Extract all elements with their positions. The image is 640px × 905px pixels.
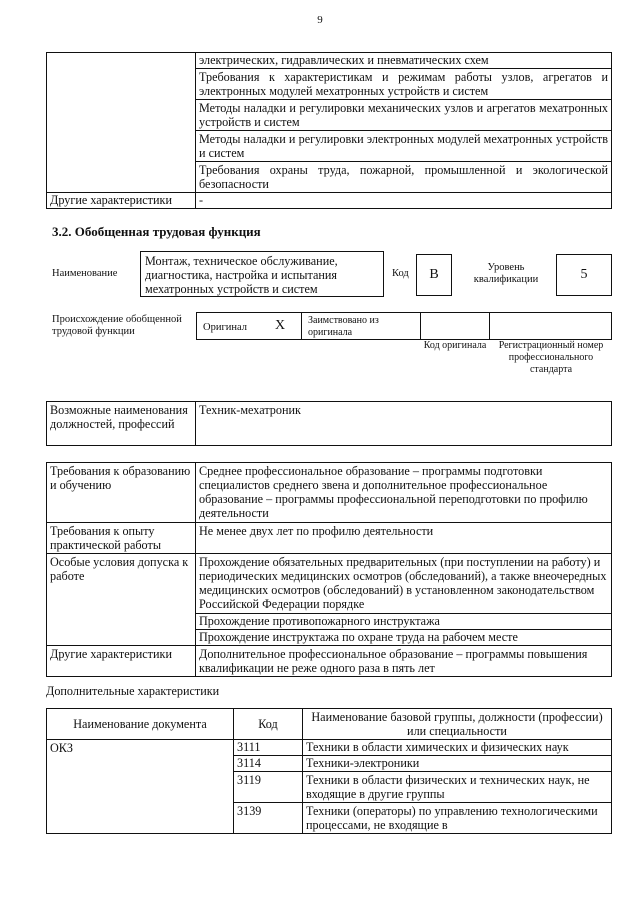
level-label: Уровень квалификации [473,262,539,285]
original-box [196,312,302,340]
header-name: Наименование базовой группы, должности (профессии) или специальности [303,709,612,740]
positions-value: Техник-мехатроник [196,402,612,446]
empty-label-cell [47,53,196,193]
original-mark: X [275,318,286,333]
special-conditions-value: Прохождение инструктажа по охране труда на рабочем месте [196,630,612,646]
function-code-value: B [429,267,439,282]
code-label: Код [392,268,409,279]
origin-label: Происхождение обобщенной трудовой функции [52,314,182,337]
knowledge-row: Методы наладки и регулировки механических узлов и агрегатов мехатронных устройств и систем [196,100,612,131]
positions-table [46,401,612,446]
additional-title: Дополнительные характеристики [46,684,220,698]
borrowed-label: Заимствовано из оригинала [308,315,379,338]
row-code: 3119 [234,772,303,803]
experience-label: Требования к опыту практической работы [47,523,196,554]
name-label: Наименование [52,268,118,279]
origin-code-box [420,312,490,340]
special-conditions-value: Прохождение противопожарного инструктажа [196,614,612,630]
row-name: Техники (операторы) по управлению технологическими процессами, не входящие в [303,803,612,834]
registration-number-box [489,312,612,340]
education-value: Среднее профессиональное образование – программы подготовки специалистов среднего звена и дополнительное профессиональное образование – программы профессиональной переподготовки по профилю деятельности [196,463,612,523]
header-code: Код [234,709,303,740]
function-name-value: Монтаж, техническое обслуживание, диагностика, настройка и испытания мехатронных устройств и систем [145,254,338,296]
knowledge-row: Требования к характеристикам и режимам работы узлов, агрегатов и электронных модулей мехатронных устройств и систем [196,69,612,100]
other-requirements-label: Другие характеристики [47,646,196,677]
special-conditions-label: Особые условия допуска к работе [47,554,196,646]
level-value: 5 [580,267,588,282]
function-code-box [416,254,452,296]
knowledge-row: Требования охраны труда, пожарной, промышленной и экологической безопасности [196,162,612,193]
document-name: ОКЗ [47,740,234,834]
level-box [556,254,612,296]
header-document: Наименование документа [47,709,234,740]
row-code: 3111 [234,740,303,756]
special-conditions-value: Прохождение обязательных предварительных (при поступлении на работу) и периодических медицинских осмотров (обследований), а также внеочередных медицинских осмотров (обследований) в установленном законодательством Российской Федерации порядке [196,554,612,614]
registration-caption: Регистрационный номер профессионального стандарта [498,340,604,375]
original-label: Оригинал [203,322,247,333]
education-label: Требования к образованию и обучению [47,463,196,523]
origin-code-caption: Код оригинала [423,340,487,351]
row-code: 3139 [234,803,303,834]
row-name: Техники в области химических и физических наук [303,740,612,756]
section-title: 3.2. Обобщенная трудовая функция [52,224,261,239]
borrowed-box [301,312,421,340]
other-characteristics-label: Другие характеристики [47,193,196,209]
knowledge-row: Методы наладки и регулировки электронных модулей мехатронных устройств и систем [196,131,612,162]
row-name: Техники-электроники [303,756,612,772]
positions-label: Возможные наименования должностей, профессий [47,402,196,446]
knowledge-table [46,52,612,209]
other-characteristics-value: - [196,193,612,209]
function-name-box [140,251,384,297]
other-requirements-value: Дополнительное профессиональное образование – программы повышения квалификации не реже одного раза в пять лет [196,646,612,677]
experience-value: Не менее двух лет по профилю деятельности [196,523,612,554]
row-name: Техники в области физических и технических наук, не входящие в другие группы [303,772,612,803]
knowledge-row: электрических, гидравлических и пневматических схем [196,53,612,69]
page-number: 9 [317,14,323,26]
row-code: 3114 [234,756,303,772]
requirements-table [46,462,612,677]
additional-table [46,708,612,834]
